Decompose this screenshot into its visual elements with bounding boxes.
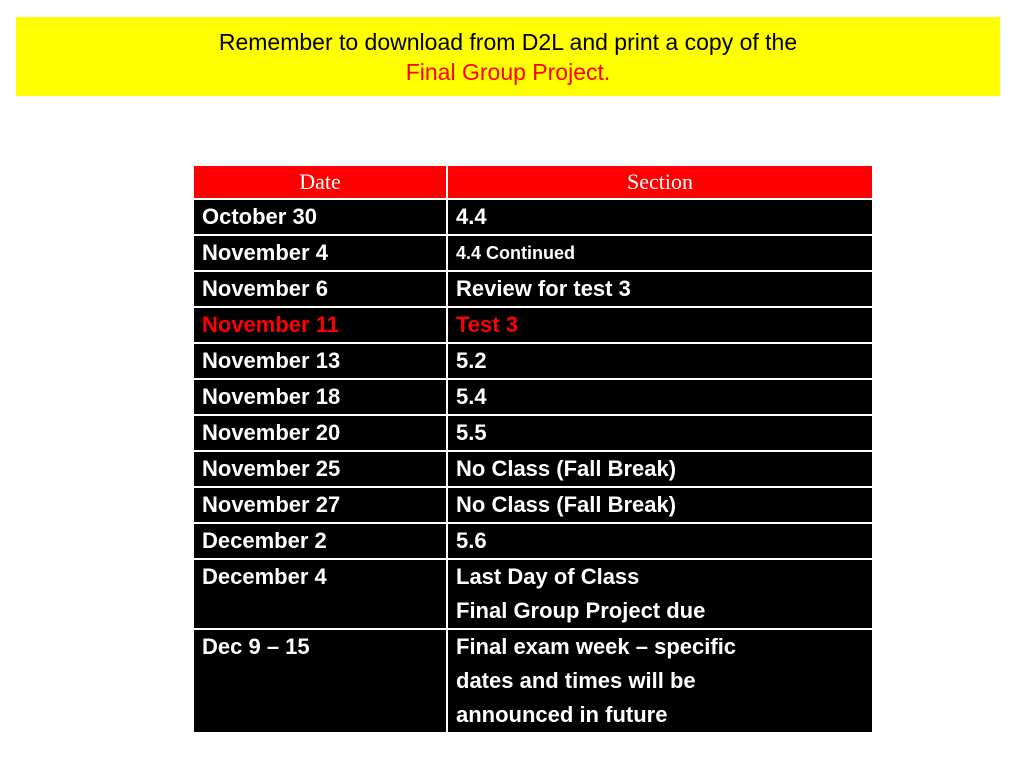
table-row xyxy=(193,487,873,523)
table-row xyxy=(193,199,873,235)
table-header-row xyxy=(193,165,873,199)
table-row xyxy=(193,451,873,487)
date-cell: November 6 xyxy=(193,271,447,307)
table-row xyxy=(193,629,873,733)
section-cell xyxy=(447,343,873,379)
reminder-banner xyxy=(16,17,1000,96)
section-cell xyxy=(447,307,873,343)
section-text: announced in future xyxy=(456,702,668,727)
table-row xyxy=(193,379,873,415)
final-project-text: Final Group Project. xyxy=(405,59,611,85)
table-row xyxy=(193,271,873,307)
date-cell: November 4 xyxy=(193,235,447,271)
date-cell: November 27 xyxy=(193,487,447,523)
section-text: 4.4 Continued xyxy=(456,243,576,263)
table-row xyxy=(193,235,873,271)
table-row xyxy=(193,523,873,559)
date-cell: December 4 xyxy=(193,559,447,629)
section-text: 5.4 xyxy=(456,384,487,409)
section-text: 5.6 xyxy=(456,528,487,553)
section-text: No Class (Fall Break) xyxy=(456,456,677,481)
table-row xyxy=(193,559,873,629)
date-cell: November 18 xyxy=(193,379,447,415)
section-text: Review for test 3 xyxy=(456,276,631,301)
date-cell: November 25 xyxy=(193,451,447,487)
section-column-header: Section xyxy=(447,165,873,199)
section-text: Final Group Project due xyxy=(456,598,706,623)
reminder-text: Remember to download from D2L and print a copy of the xyxy=(218,29,798,55)
schedule-table xyxy=(192,164,874,734)
section-cell xyxy=(447,559,873,629)
section-text: Final exam week – specific xyxy=(456,634,737,659)
table-row xyxy=(193,415,873,451)
section-text: Last Day of Class xyxy=(456,564,640,589)
section-text: Test 3 xyxy=(456,312,518,337)
section-cell xyxy=(447,451,873,487)
section-cell xyxy=(447,235,873,271)
table-row-test xyxy=(193,307,873,343)
date-cell: December 2 xyxy=(193,523,447,559)
section-cell xyxy=(447,523,873,559)
section-cell xyxy=(447,271,873,307)
section-text: 4.4 xyxy=(456,204,487,229)
section-cell xyxy=(447,629,873,733)
section-text: 5.2 xyxy=(456,348,487,373)
table-row xyxy=(193,343,873,379)
section-cell xyxy=(447,379,873,415)
section-cell xyxy=(447,199,873,235)
section-cell xyxy=(447,415,873,451)
date-cell: November 13 xyxy=(193,343,447,379)
date-cell: October 30 xyxy=(193,199,447,235)
section-cell xyxy=(447,487,873,523)
date-cell: November 20 xyxy=(193,415,447,451)
section-text: 5.5 xyxy=(456,420,487,445)
date-cell: November 11 xyxy=(193,307,447,343)
date-column-header: Date xyxy=(193,165,447,199)
section-text: No Class (Fall Break) xyxy=(456,492,677,517)
section-text: dates and times will be xyxy=(456,668,696,693)
date-cell: Dec 9 – 15 xyxy=(193,629,447,733)
